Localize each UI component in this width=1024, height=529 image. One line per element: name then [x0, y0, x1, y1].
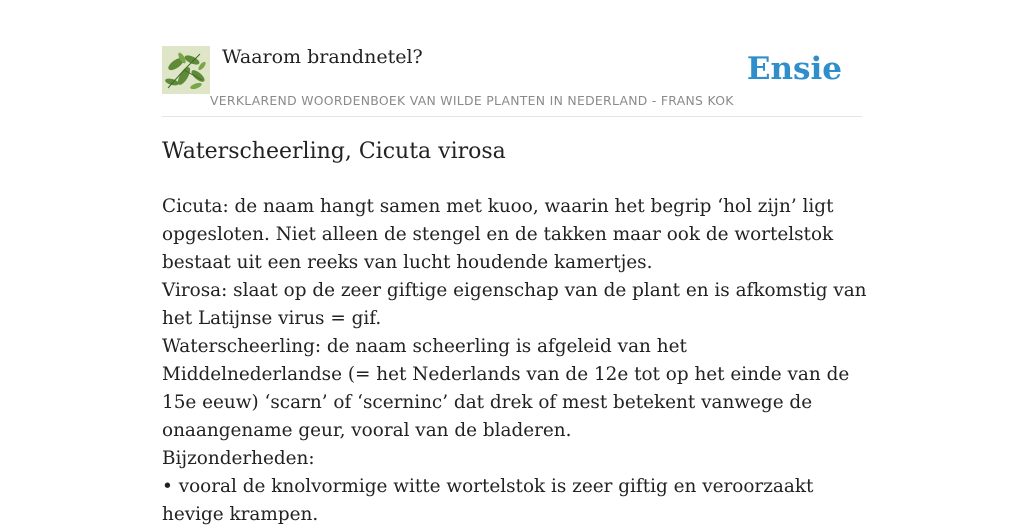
blog-title[interactable]: Waarom brandnetel? — [222, 46, 423, 68]
plant-leaves-icon[interactable] — [162, 46, 210, 94]
article-title: Waterscheerling, Cicuta virosa — [162, 139, 506, 164]
paragraph-bullet: • vooral de knolvormige witte wortelstok is zeer giftig en veroorzaakt hevige krampen. — [162, 476, 814, 525]
paragraph-bijzonderheden: Bijzonderheden: — [162, 448, 315, 469]
paragraph-virosa: Virosa: slaat op de zeer giftige eigenschap van de plant en is afkomstig van het Latijnse virus = gif. — [162, 280, 867, 329]
brand-logo[interactable]: Ensie — [746, 51, 842, 87]
paragraph-cicuta: Cicuta: de naam hangt samen met kuoo, waarin het begrip ‘hol zijn’ ligt opgesloten. Niet alleen de stengel en de takken maar ook de wortelstok bestaat uit een reeks van lucht houdende kamertjes. — [162, 196, 834, 273]
paragraph-waterscheerling: Waterscheerling: de naam scheerling is afgeleid van het Middelnederlandse (= het Nederlands van de 12e tot op het einde van de 15e eeuw) ‘scarn’ of ‘scerninc’ dat drek of mest betekent vanwege de onaangename geur, vooral van de bladeren. — [162, 336, 850, 441]
blog-subtitle: VERKLAREND WOORDENBOEK VAN WILDE PLANTEN IN NEDERLAND - FRANS KOK — [210, 93, 734, 108]
header — [162, 46, 862, 117]
article-body — [162, 193, 872, 529]
